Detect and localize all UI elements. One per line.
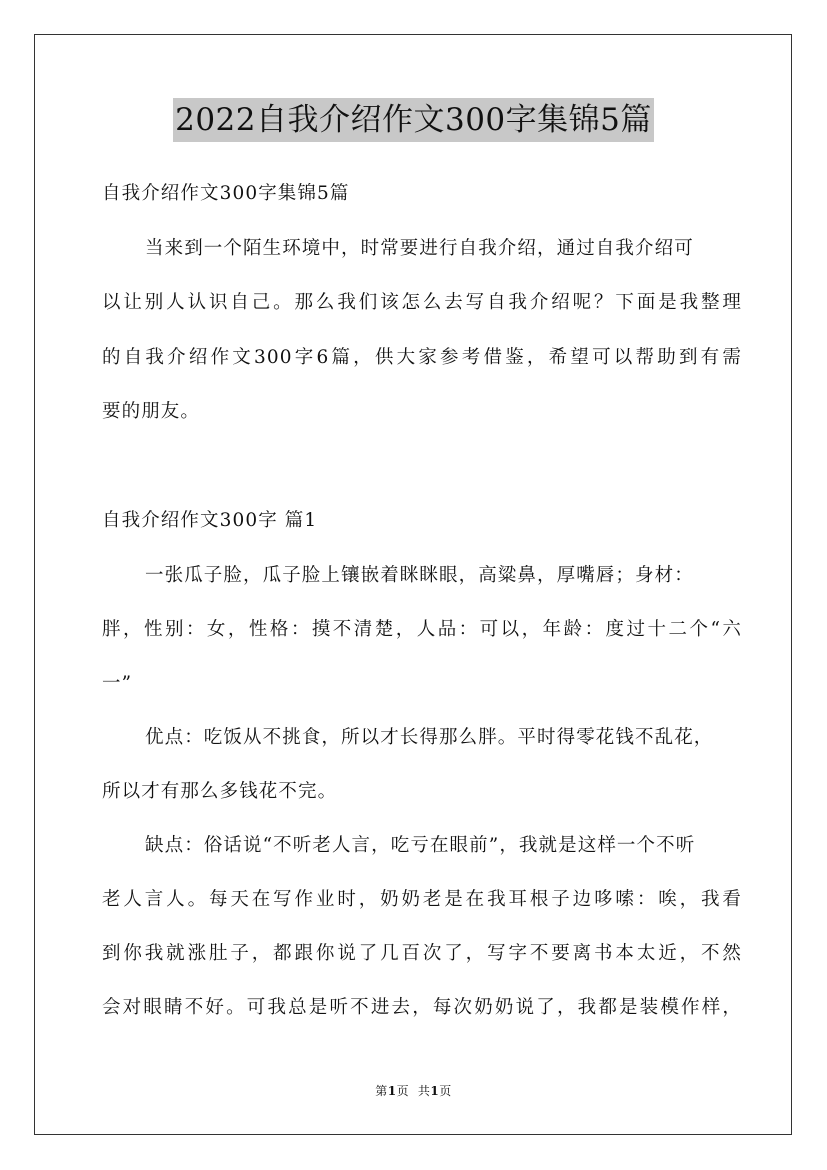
total-pages: 1	[430, 1084, 440, 1098]
para1-line-1: 一张瓜子脸，瓜子脸上镶嵌着眯眯眼，高粱鼻，厚嘴唇；身材：	[145, 565, 694, 586]
document-title: 2022自我介绍作文300字集锦5篇	[173, 98, 654, 142]
document-subtitle: 自我介绍作文300字集锦5篇	[102, 183, 350, 204]
para2-line-1: 优点：吃饭从不挑食，所以才长得那么胖。平时得零花钱不乱花，	[145, 727, 714, 748]
total-label-suffix: 页	[439, 1084, 452, 1098]
para1-line-2: 胖，性别：女，性格：摸不清楚，人品：可以，年龄：度过十二个“六	[102, 619, 742, 640]
total-label-prefix: 共	[417, 1084, 431, 1098]
intro-line-3: 的自我介绍作文300字6篇，供大家参考借鉴，希望可以帮助到有需	[102, 347, 742, 368]
intro-line-4: 要的朋友。	[102, 401, 201, 422]
para2-line-2: 所以才有那么多钱花不完。	[102, 781, 338, 802]
intro-line-1: 当来到一个陌生环境中，时常要进行自我介绍，通过自我介绍可	[145, 238, 694, 259]
section-heading: 自我介绍作文300字 篇1	[102, 510, 318, 531]
page-number: 1	[387, 1084, 397, 1098]
para1-line-3: 一”	[102, 673, 133, 694]
para3-line-1: 缺点：俗话说“不听老人言，吃亏在眼前”，我就是这样一个不听	[145, 835, 696, 856]
para3-line-4: 会对眼睛不好。可我总是听不进去，每次奶奶说了，我都是装模作样，	[102, 997, 742, 1018]
page-footer	[0, 1083, 827, 1099]
page-label-prefix: 第	[375, 1084, 388, 1098]
page-label-suffix: 页	[396, 1084, 410, 1098]
para3-line-3: 到你我就涨肚子，都跟你说了几百次了，写字不要离书本太近，不然	[102, 943, 742, 964]
intro-line-2: 以让别人认识自己。那么我们该怎么去写自我介绍呢？下面是我整理	[102, 292, 742, 313]
para3-line-2: 老人言人。每天在写作业时，奶奶老是在我耳根子边哆嗦：唉，我看	[102, 889, 742, 910]
title-container	[0, 98, 827, 142]
